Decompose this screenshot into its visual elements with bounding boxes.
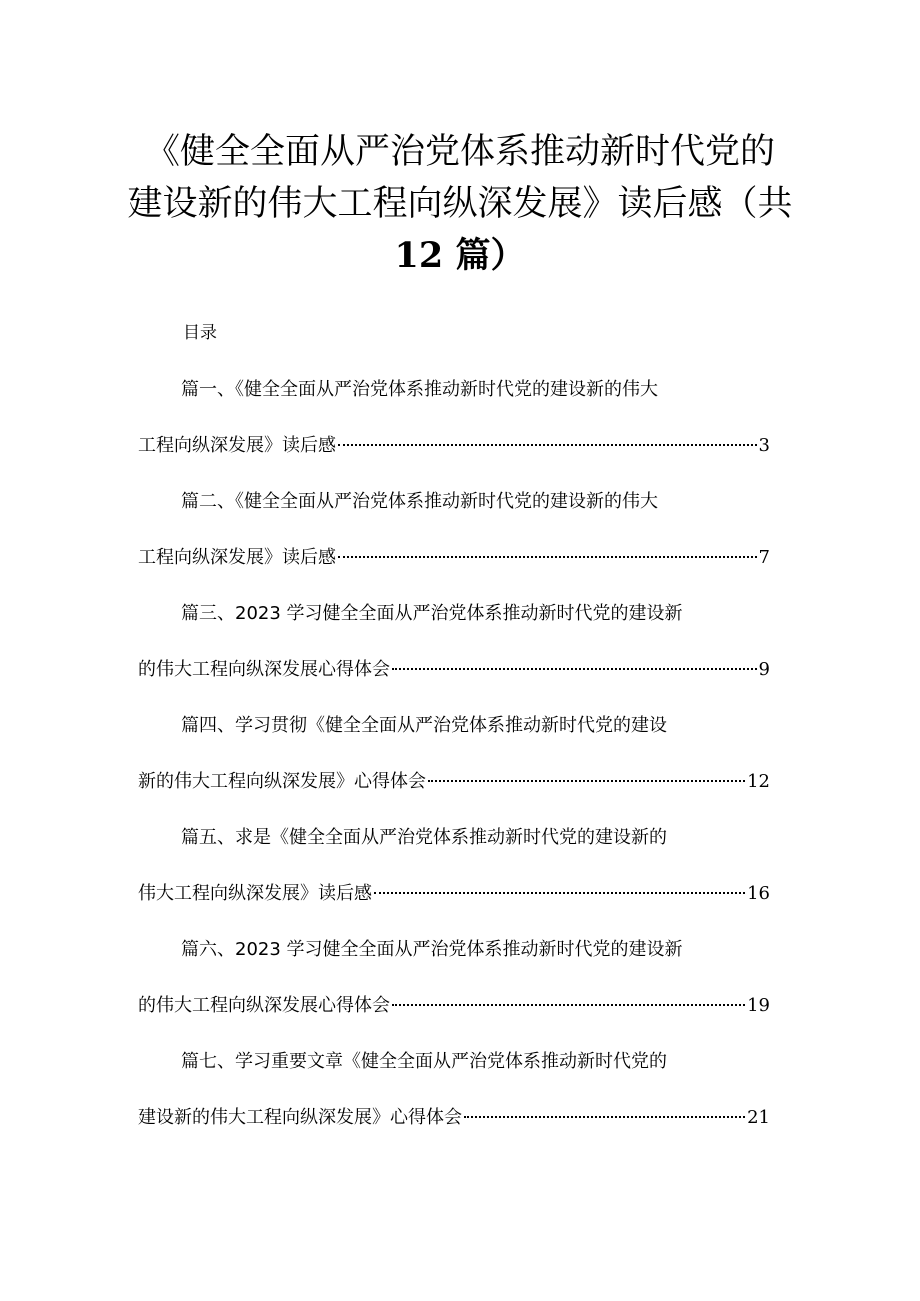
toc-entry-title-end: 伟大工程向纵深发展》读后感 [138, 883, 372, 904]
toc-entry-title: 篇六、2023 学习健全全面从严治党体系推动新时代党的建设新 [181, 939, 683, 960]
toc-entry-continuation [138, 768, 770, 796]
document-title [100, 126, 820, 282]
toc-entry-2[interactable] [138, 482, 778, 594]
toc-page-number: 16 [747, 883, 770, 904]
toc-entry-title-end: 建设新的伟大工程向纵深发展》心得体会 [138, 1107, 462, 1128]
toc-dot-leader [338, 444, 757, 446]
toc-entry-title-end: 的伟大工程向纵深发展心得体会 [138, 659, 390, 680]
toc-entry-title-end: 工程向纵深发展》读后感 [138, 435, 336, 456]
toc-dot-leader [392, 668, 757, 670]
toc-entry-title-end: 新的伟大工程向纵深发展》心得体会 [138, 771, 426, 792]
toc-entry-6[interactable] [138, 930, 778, 1042]
toc-entry-continuation [138, 432, 770, 460]
toc-entry-continuation [138, 544, 770, 572]
table-of-contents [138, 370, 778, 1154]
toc-dot-leader [392, 1004, 745, 1006]
toc-dot-leader [374, 892, 745, 894]
toc-entry-7[interactable] [138, 1042, 778, 1154]
toc-entry-continuation [138, 880, 770, 908]
toc-entry-5[interactable] [138, 818, 778, 930]
toc-entry-title: 篇一、《健全全面从严治党体系推动新时代党的建设新的伟大 [181, 379, 658, 400]
toc-entry-title: 篇三、2023 学习健全全面从严治党体系推动新时代党的建设新 [181, 603, 683, 624]
toc-entry-title: 篇四、学习贯彻《健全全面从严治党体系推动新时代党的建设 [181, 715, 667, 736]
title-line-1: 《健全全面从严治党体系推动新时代党的 [144, 132, 775, 172]
toc-page-number: 9 [758, 659, 770, 680]
toc-entry-continuation [138, 656, 770, 684]
toc-entry-1[interactable] [138, 370, 778, 482]
toc-heading: 目录 [183, 323, 217, 343]
toc-page-number: 7 [758, 547, 770, 568]
title-line-2: 建设新的伟大工程向纵深发展》读后感（共 [127, 184, 793, 224]
toc-entry-title-end: 工程向纵深发展》读后感 [138, 547, 336, 568]
toc-entry-4[interactable] [138, 706, 778, 818]
toc-entry-title-end: 的伟大工程向纵深发展心得体会 [138, 995, 390, 1016]
toc-entry-continuation [138, 992, 770, 1020]
toc-page-number: 3 [758, 435, 770, 456]
toc-entry-title: 篇二、《健全全面从严治党体系推动新时代党的建设新的伟大 [181, 491, 658, 512]
toc-page-number: 19 [747, 995, 770, 1016]
toc-dot-leader [464, 1116, 745, 1118]
toc-entry-title: 篇五、求是《健全全面从严治党体系推动新时代党的建设新的 [181, 827, 667, 848]
toc-entry-title: 篇七、学习重要文章《健全全面从严治党体系推动新时代党的 [181, 1051, 667, 1072]
toc-dot-leader [428, 780, 745, 782]
toc-entry-3[interactable] [138, 594, 778, 706]
title-line-3: 12 篇） [394, 235, 526, 276]
toc-dot-leader [338, 556, 757, 558]
toc-entry-continuation [138, 1104, 770, 1132]
toc-page-number: 21 [747, 1107, 770, 1128]
toc-page-number: 12 [747, 771, 770, 792]
